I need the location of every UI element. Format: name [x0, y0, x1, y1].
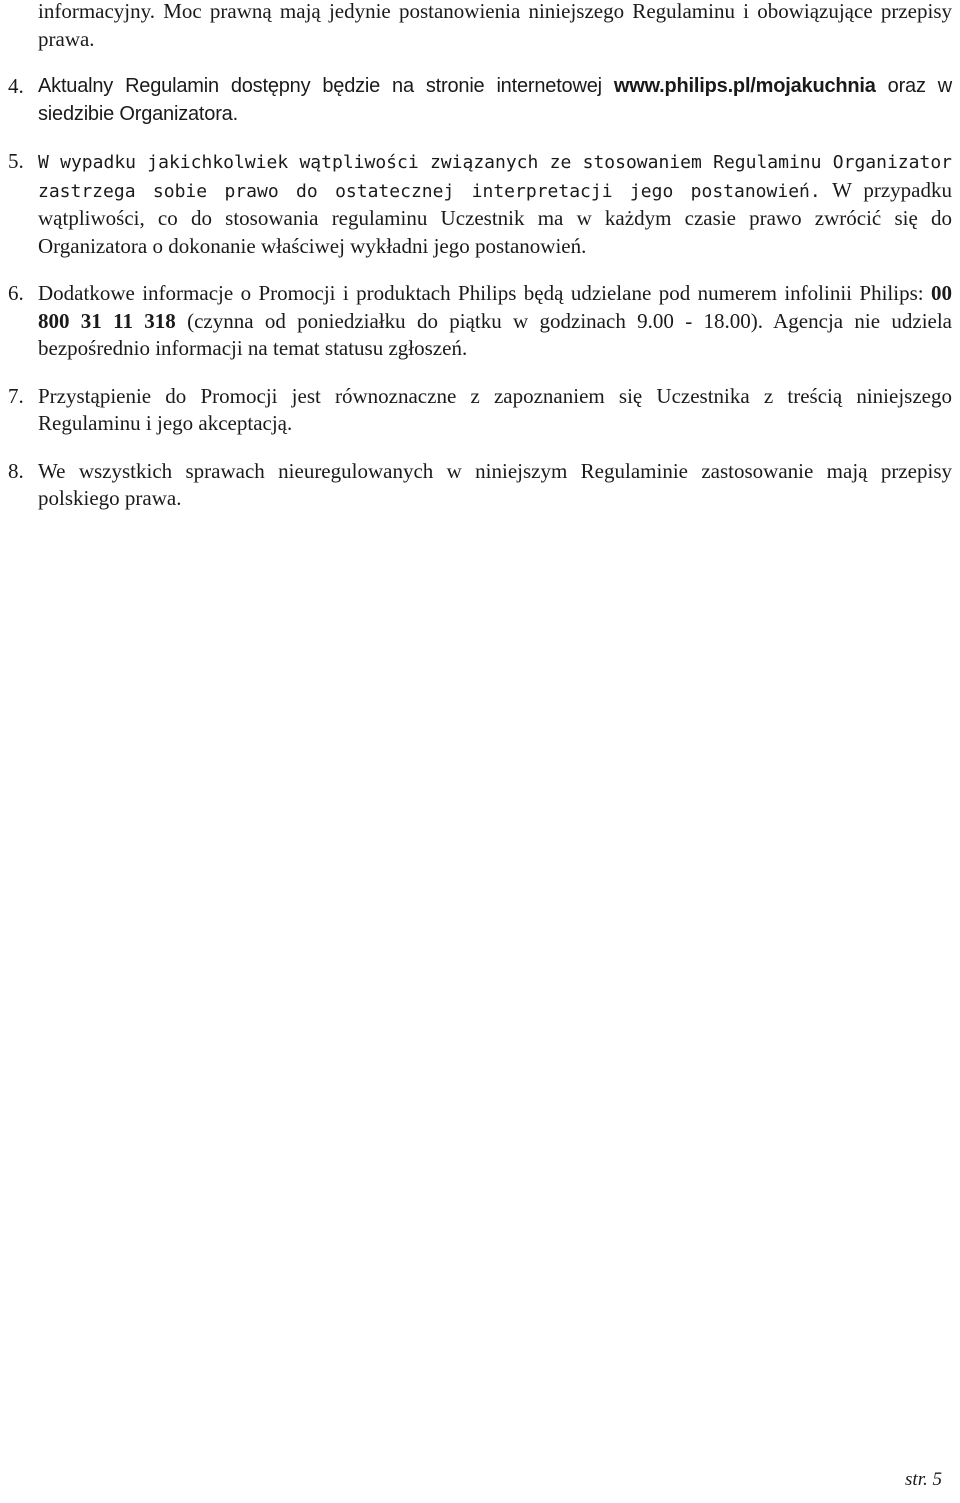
- list-item: [8, 0, 952, 53]
- item-text-mono: W wypadku jakichkolwiek wątpliwości związanych ze stosowaniem Regulaminu Organizator zastrzega sobie prawo do ostatecznej interpretacji jego postanowień.: [38, 152, 952, 202]
- item-number: 6.: [8, 281, 24, 305]
- item-text-end: oraz w siedzibie Organizatora.: [38, 75, 952, 125]
- item-text: [38, 280, 952, 363]
- list-item: [8, 383, 952, 438]
- hotline-number: 00 800 31 11 318: [38, 281, 952, 333]
- list-item: [8, 148, 952, 260]
- item-text-start: Dodatkowe informacje o Promocji i produktach Philips będą udzielane pod numerem infolinii Philips:: [38, 281, 931, 305]
- item-number: 4.: [8, 74, 24, 98]
- item-text: Przystąpienie do Promocji jest równoznaczne z zapoznaniem się Uczestnika z treścią niniejszego Regulaminu i jego akceptacją.: [38, 383, 952, 435]
- item-number: [8, 0, 38, 53]
- item-text-rest: W przypadku wątpliwości, co do stosowania regulaminu Uczestnik ma w każdym czasie prawo zwrócić się do Organizatora o dokonanie właściwej wykładni jego postanowień.: [38, 177, 952, 258]
- item-number: 8.: [8, 458, 24, 483]
- website-link[interactable]: www.philips.pl/mojakuchnia: [613, 75, 876, 97]
- list-item: [8, 280, 952, 363]
- item-text: informacyjny. Moc prawną mają jedynie postanowienia niniejszego Regulaminu i obowiązujące przepisy prawa.: [38, 0, 952, 51]
- regulation-text: [8, 0, 952, 533]
- item-text-start: Aktualny Regulamin dostępny będzie na stronie internetowej: [38, 75, 614, 97]
- item-number: 5.: [8, 149, 24, 173]
- item-number: 7.: [8, 383, 24, 408]
- list-item: [8, 73, 952, 128]
- page-number: str. 5: [905, 1469, 942, 1490]
- list-item: [8, 458, 952, 513]
- item-text: [38, 148, 952, 260]
- item-text: [38, 73, 952, 128]
- item-text-end: (czynna od poniedziałku do piątku w godzinach 9.00 - 18.00). Agencja nie udziela bezpośrednio informacji na temat statusu zgłoszeń.: [38, 308, 953, 360]
- item-text: We wszystkich sprawach nieuregulowanych w niniejszym Regulaminie zastosowanie mają przepisy polskiego prawa.: [38, 458, 952, 510]
